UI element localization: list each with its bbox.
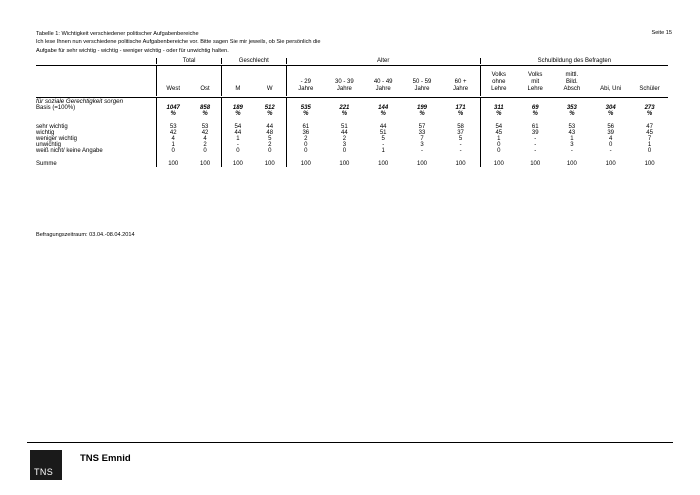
basis-value: 535	[286, 105, 325, 111]
group-header-geschlecht: Geschlecht	[221, 58, 286, 64]
percent-symbol: %	[532, 110, 538, 117]
question-text-line1: Ich lese Ihnen nun verschiedene politische Aufgabenbereiche vor. Bitte sagen Sie mir jeweils, ob Sie persönlich die	[36, 39, 321, 46]
column-header-row	[36, 72, 668, 96]
basis-value: 304	[605, 104, 616, 111]
sum-value: 100	[605, 160, 616, 167]
cell-value: 61	[286, 124, 325, 130]
cell-value: 44	[266, 123, 274, 130]
percent-symbol: %	[608, 110, 614, 117]
sum-value: 100	[416, 160, 427, 167]
sum-value: 100	[264, 160, 275, 167]
cell-value: 53	[568, 123, 576, 130]
cell-value: 56	[607, 123, 615, 130]
cell-value: 51	[379, 129, 387, 136]
percent-symbol: %	[286, 111, 325, 117]
footer-divider	[27, 442, 673, 443]
column-header-abi-uni: Abi, Uni	[600, 85, 622, 92]
row-label: wichtig	[36, 129, 55, 136]
sum-value: 100	[480, 161, 517, 167]
cell-value: 0	[480, 142, 517, 148]
column-header-mittl-bild-absch: mittl. Bild. Absch	[563, 72, 581, 92]
cell-value: -	[609, 147, 612, 154]
page-number: Seite 15	[651, 30, 672, 36]
column-header-w: W	[266, 85, 273, 92]
sum-value: 100	[339, 160, 350, 167]
column-header-age-30-39: 30 - 39 Jahre	[335, 78, 354, 92]
percent-symbol: %	[380, 110, 386, 117]
basis-value: 144	[378, 104, 389, 111]
sum-value: 100	[566, 160, 577, 167]
basis-value: 1047	[157, 105, 189, 111]
cell-value: 4	[203, 135, 207, 142]
basis-value: 189	[221, 105, 253, 111]
percent-symbol: %	[646, 110, 653, 117]
row-label: unwichtig	[36, 141, 62, 148]
cell-value: 42	[201, 129, 209, 136]
cell-value: -	[534, 135, 537, 142]
row-label: sehr wichtig	[36, 123, 68, 130]
percent-symbol: %	[569, 110, 575, 117]
cell-value: 58	[457, 123, 464, 130]
column-header-volks-mit-lehre: Volks mit Lehre	[527, 72, 543, 92]
cell-value: 57	[418, 123, 426, 130]
group-header-alter: Alter	[286, 58, 480, 64]
cell-value: 51	[341, 123, 348, 130]
cell-value: 36	[286, 130, 325, 136]
cell-value: -	[534, 147, 537, 154]
cell-value: 1	[647, 141, 652, 148]
row-label-basis: Basis (=100%)	[36, 104, 76, 111]
cell-value: 54	[480, 124, 517, 130]
sum-value: 100	[644, 160, 655, 167]
sum-value: 100	[200, 160, 211, 167]
basis-value: 199	[416, 104, 427, 111]
cell-value: 45	[646, 129, 653, 136]
cell-value: -	[459, 147, 462, 154]
basis-value: 311	[480, 105, 517, 111]
cell-value: 5	[381, 135, 385, 142]
section-title: für soziale Gerechtigkeit sorgen	[36, 97, 124, 105]
basis-value: 353	[566, 104, 577, 111]
cell-value: 2	[286, 136, 325, 142]
cell-value: 0	[286, 148, 325, 154]
sum-value: 100	[221, 161, 253, 167]
question-text-line2: Aufgabe für sehr wichtig - wichtig - weniger wichtig - oder für unwichtig halten.	[36, 47, 229, 54]
cell-value: 61	[531, 123, 539, 130]
cell-value: 45	[480, 130, 517, 136]
cell-value: 39	[607, 129, 615, 136]
sum-value: 100	[286, 161, 325, 167]
cell-value: 0	[221, 148, 253, 154]
cell-value: 48	[266, 129, 274, 136]
cell-value: 5	[458, 135, 463, 142]
cell-value: 1	[570, 135, 574, 142]
cell-value: -	[570, 147, 573, 154]
column-header-age-60plus: 60 + Jahre	[453, 78, 469, 92]
survey-period-note: Befragungszeitraum: 03.04.-08.04.2014	[36, 232, 135, 238]
cell-value: 4	[157, 136, 189, 142]
column-header-volks-ohne-lehre: Volks ohne Lehre	[480, 72, 517, 96]
sum-value: 100	[378, 160, 389, 167]
cell-value: 44	[221, 130, 253, 136]
row-label-sum: Summe	[36, 160, 57, 167]
cell-value: -	[534, 141, 537, 148]
cell-value: 39	[531, 129, 539, 136]
cell-value: 2	[203, 141, 207, 148]
cell-value: 7	[420, 135, 424, 142]
cell-value: 2	[342, 135, 347, 142]
column-header-age-40-49: 40 - 49 Jahre	[373, 78, 393, 92]
basis-value: 273	[644, 104, 655, 111]
cell-value: 0	[342, 147, 347, 154]
brand-name: TNS Emnid	[80, 453, 131, 464]
cell-value: 0	[157, 148, 189, 154]
percent-symbol: %	[157, 111, 189, 117]
column-header-west: West	[157, 72, 189, 96]
cell-value: 44	[379, 123, 387, 130]
percent-symbol: %	[457, 110, 464, 117]
cell-value: 3	[420, 141, 424, 148]
cell-value: -	[459, 141, 462, 148]
tns-logo-text: TNS	[34, 467, 54, 477]
cell-value: -	[221, 142, 253, 148]
cell-value: 4	[609, 135, 613, 142]
cell-value: 33	[418, 129, 426, 136]
sum-value: 100	[530, 160, 541, 167]
column-header-age-u29: - 29 Jahre	[286, 72, 325, 96]
basis-value: 171	[455, 104, 466, 111]
cell-value: 7	[647, 135, 652, 142]
cell-value: -	[421, 147, 423, 154]
column-header-schueler: Schüler	[639, 85, 660, 92]
sum-value: 100	[157, 161, 189, 167]
cell-value: 0	[268, 147, 272, 154]
cell-value: 1	[480, 136, 517, 142]
percent-symbol: %	[221, 111, 253, 117]
table-row-sum	[36, 161, 668, 167]
cell-value: 43	[568, 129, 576, 136]
row-label: weiß nicht/ keine Angabe	[36, 147, 103, 154]
percent-symbol: %	[202, 110, 208, 117]
cell-value: 0	[647, 147, 652, 154]
cell-value: 0	[480, 148, 517, 154]
row-gap	[36, 154, 668, 161]
cell-value: 0	[609, 141, 613, 148]
cell-value: 37	[457, 129, 464, 136]
column-header-age-50-59: 50 - 59 Jahre	[412, 78, 432, 92]
sum-value: 100	[455, 160, 466, 167]
basis-value: 858	[200, 104, 211, 111]
column-header-ost: Ost	[200, 85, 210, 92]
cell-value: 0	[286, 142, 325, 148]
basis-value: 221	[339, 104, 350, 111]
row-gap	[36, 117, 668, 124]
cell-value: 2	[268, 141, 272, 148]
cell-value: 5	[268, 135, 272, 142]
results-table	[36, 58, 668, 167]
cell-value: 44	[341, 129, 348, 136]
percent-symbol: %	[480, 111, 517, 117]
percent-symbol: %	[419, 110, 425, 117]
section-title-row	[36, 97, 668, 105]
basis-value: 69	[531, 104, 539, 111]
cell-value: 0	[203, 147, 207, 154]
cell-value: 1	[157, 142, 189, 148]
cell-value: 1	[221, 136, 253, 142]
column-header-blank	[36, 72, 157, 96]
cell-value: 3	[342, 141, 347, 148]
percent-symbol: %	[267, 110, 273, 117]
cell-value: 1	[381, 147, 385, 154]
percent-symbol: %	[341, 110, 348, 117]
cell-value: 54	[221, 124, 253, 130]
basis-value: 512	[264, 104, 275, 111]
report-header	[36, 30, 596, 55]
cell-value: 3	[570, 141, 574, 148]
row-label: weniger wichtig	[36, 135, 78, 142]
cell-value: 47	[646, 123, 653, 130]
cell-value: 53	[157, 124, 189, 130]
table-title: Tabelle 1: Wichtigkeit verschiedener politischer Aufgabenbereiche	[36, 31, 199, 37]
cell-value: 53	[201, 123, 209, 130]
tns-logo	[30, 450, 62, 480]
group-header-total: Total	[157, 58, 222, 64]
column-header-m: M	[221, 72, 253, 96]
cell-value: 42	[157, 130, 189, 136]
group-header-schulbildung: Schulbildung des Befragten	[480, 58, 668, 64]
cell-value: -	[382, 141, 385, 148]
